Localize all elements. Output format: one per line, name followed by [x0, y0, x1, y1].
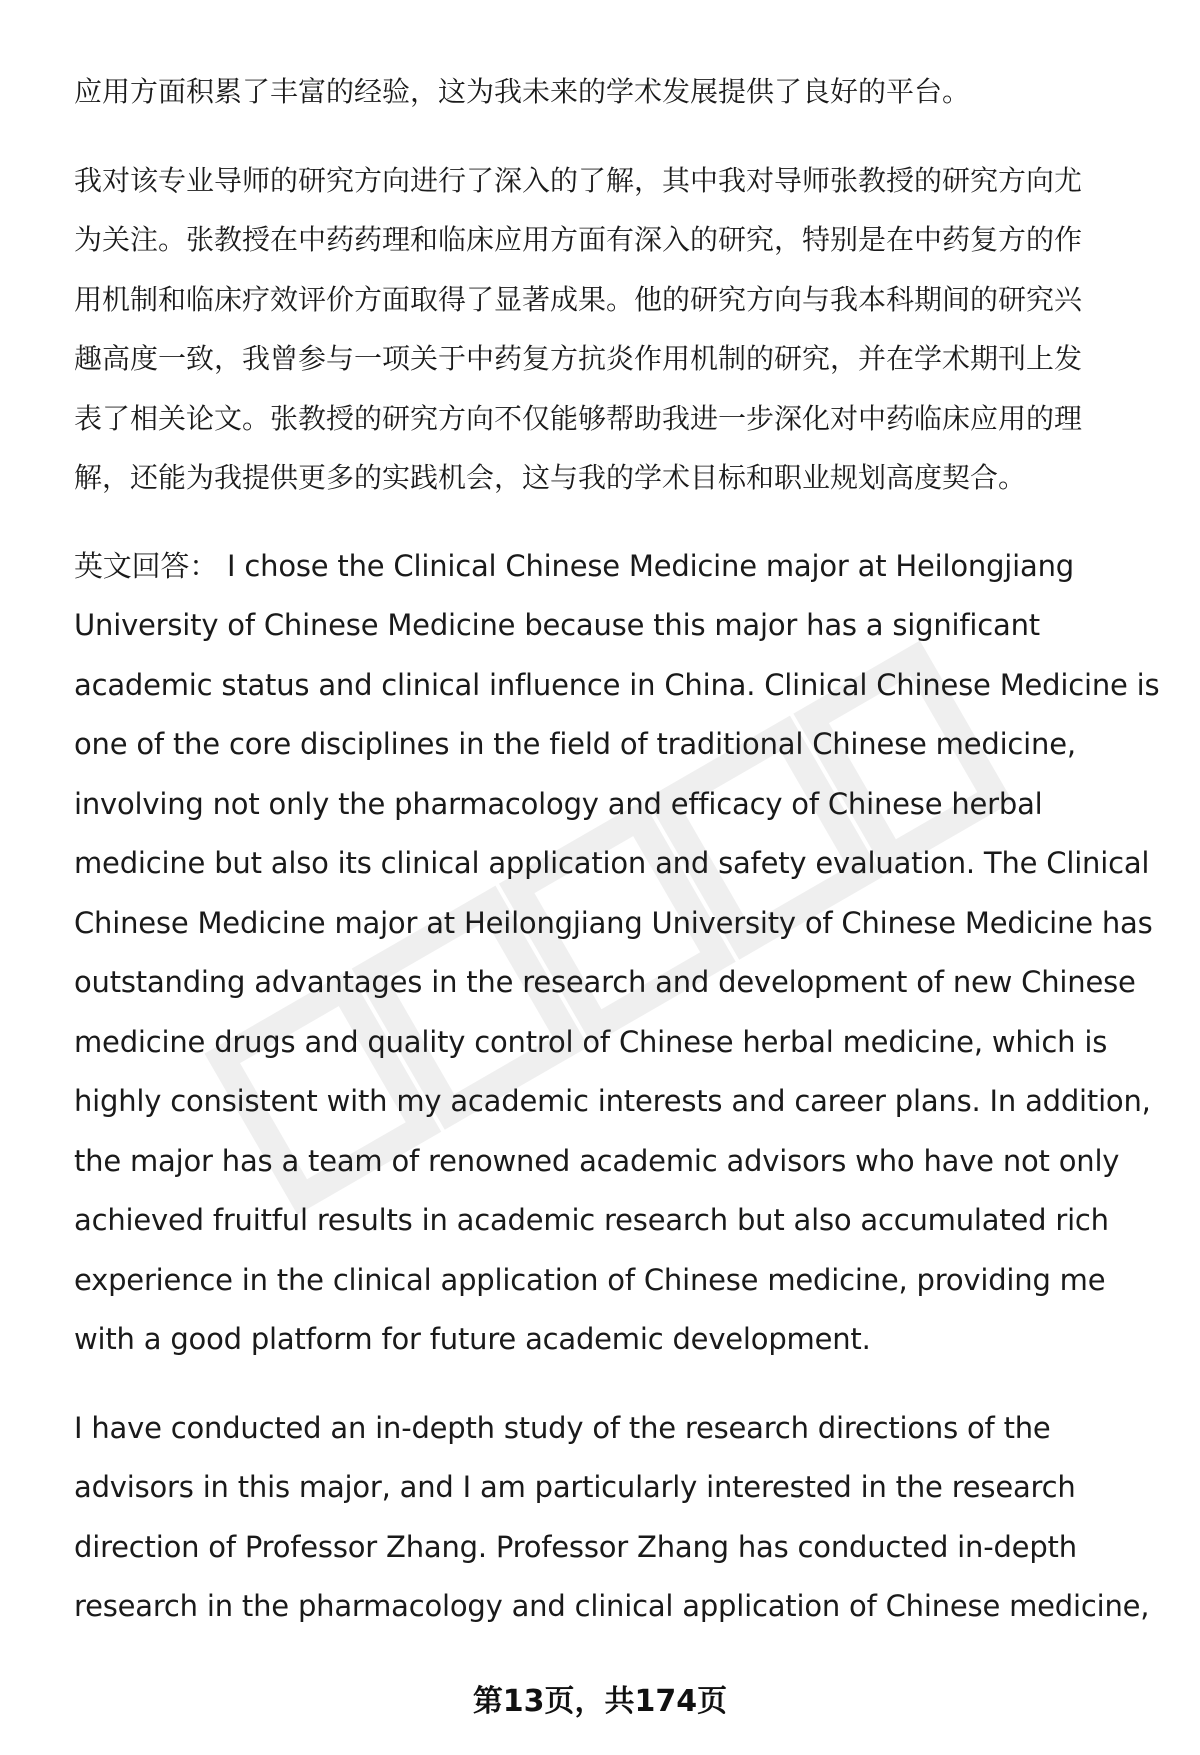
text-line: 我对该专业导师的研究方向进行了深入的了解，其中我对导师张教授的研究方向尤	[74, 163, 1083, 197]
text-line: 表了相关论文。张教授的研究方向不仅能够帮助我进一步深化对中药临床应用的理	[74, 401, 1083, 435]
page-number-footer: 第13页，共174页	[472, 1684, 728, 1719]
text-line: one of the core disciplines in the field of traditional Chinese medicine,	[74, 727, 1076, 761]
text-line: highly consistent with my academic interests and career plans. In addition,	[74, 1084, 1151, 1118]
text-line: 用机制和临床疗效评价方面取得了显著成果。他的研究方向与我本科期间的研究兴	[74, 282, 1083, 316]
text-line: 应用方面积累了丰富的经验，这为我未来的学术发展提供了良好的平台。	[74, 75, 971, 108]
paragraph-2	[74, 151, 1154, 508]
text-line: involving not only the pharmacology and efficacy of Chinese herbal	[74, 786, 1043, 821]
text-line: achieved fruitful results in academic research but also accumulated rich	[74, 1203, 1109, 1237]
text-line: advisors in this major, and I am particularly interested in the research	[74, 1470, 1076, 1504]
text-line: with a good platform for future academic development.	[74, 1322, 871, 1356]
text-line: direction of Professor Zhang. Professor Zhang has conducted in-depth	[74, 1529, 1077, 1564]
text-line: medicine but also its clinical application and safety evaluation. The Clinical	[74, 846, 1150, 880]
document-body	[74, 62, 1160, 1637]
text-line: 解，还能为我提供更多的实践机会，这与我的学术目标和职业规划高度契合。	[74, 461, 1027, 494]
text-line: research in the pharmacology and clinical application of Chinese medicine,	[74, 1589, 1150, 1623]
text-line: experience in the clinical application of Chinese medicine, providing me	[74, 1262, 1106, 1297]
paragraph-3	[74, 537, 1160, 1370]
text-line: outstanding advantages in the research and development of new Chinese	[74, 965, 1136, 999]
text-line: 趣高度一致，我曾参与一项关于中药复方抗炎作用机制的研究，并在学术期刊上发	[74, 342, 1083, 375]
text-line: academic status and clinical influence in China. Clinical Chinese Medicine is	[74, 667, 1160, 702]
text-line: medicine drugs and quality control of Chinese herbal medicine, which is	[74, 1024, 1108, 1059]
text-line: I have conducted an in-depth study of the research directions of the	[74, 1410, 1051, 1445]
text-line: the major has a team of renowned academic advisors who have not only	[74, 1143, 1120, 1178]
text-line: Chinese Medicine major at Heilongjiang University of Chinese Medicine has	[74, 905, 1153, 940]
paragraph-4	[74, 1399, 1154, 1637]
text-line: 英文回答： I chose the Clinical Chinese Medicine major at Heilongjiang	[74, 548, 1074, 583]
text-line: 为关注。张教授在中药药理和临床应用方面有深入的研究，特别是在中药复方的作	[74, 223, 1083, 256]
paragraph-1	[74, 62, 1154, 122]
text-line: University of Chinese Medicine because this major has a significant	[74, 608, 1040, 642]
